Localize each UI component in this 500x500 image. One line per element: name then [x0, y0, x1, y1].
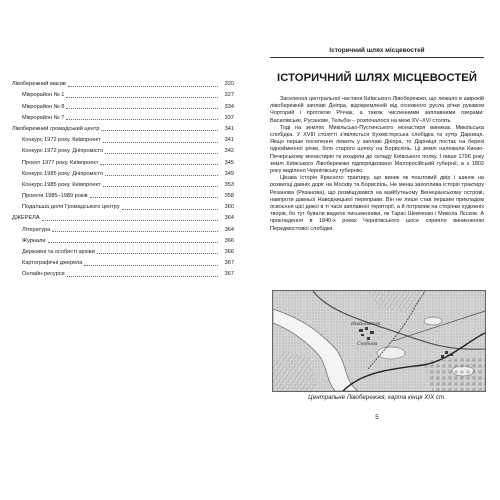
toc-entry-title: Державні та особисті архіви	[22, 249, 95, 255]
toc-entry-title: Мікрорайон № 8	[22, 103, 65, 110]
toc-entry-page: 341	[224, 137, 234, 144]
toc-entry[interactable]	[12, 77, 234, 88]
toc-leader-dots	[66, 119, 218, 120]
toc-entry-title: Журнали	[22, 237, 46, 244]
toc-leader-dots	[105, 153, 218, 154]
toc-entry-page: 358	[224, 193, 234, 200]
toc-entry-page: 349	[224, 170, 234, 177]
toc-leader-dots	[122, 209, 218, 210]
page-number: 5	[375, 414, 379, 421]
toc-entry-title: Лівобережний громадський центр	[12, 125, 100, 132]
toc-entry-page: 364	[224, 215, 234, 222]
toc-entry-page: 353	[224, 181, 234, 188]
map-label: Слобода	[357, 342, 378, 347]
toc-entry-page: 367	[224, 260, 234, 267]
toc-entry[interactable]	[12, 222, 234, 233]
toc-entry-page: 366	[224, 237, 234, 244]
toc-entry-title: Мікрорайон № 1	[22, 92, 65, 99]
toc-leader-dots	[97, 253, 218, 254]
toc-entry-title: Конкурс 1985 року. Дніпромісто	[22, 170, 104, 177]
toc-entry-page: 337	[224, 114, 234, 121]
toc-leader-dots	[67, 276, 218, 277]
toc-entry-title: Онлайн-ресурси	[22, 271, 65, 278]
toc-entry[interactable]	[12, 178, 234, 189]
toc-leader-dots	[66, 97, 218, 98]
toc-entry-title: Картографічні джерела	[22, 260, 83, 267]
toc-entry-title: Лівобережний масив	[12, 81, 66, 88]
toc-entry[interactable]	[12, 99, 234, 110]
toc-entry[interactable]	[12, 234, 234, 245]
table-of-contents	[12, 77, 234, 278]
toc-entry-page: 345	[224, 159, 234, 166]
toc-entry[interactable]	[12, 88, 234, 99]
toc-entry-page: 334	[224, 103, 234, 110]
toc-entry[interactable]	[12, 133, 234, 144]
toc-entry-title: Конкурс 1985 року. Київпроект	[22, 181, 101, 188]
toc-leader-dots	[66, 108, 218, 109]
header-rule	[270, 57, 484, 58]
toc-entry-page: 360	[224, 204, 234, 211]
toc-entry-title: Конкурс 1972 року. Київпроект	[22, 137, 101, 144]
toc-leader-dots	[103, 142, 218, 143]
toc-entry[interactable]	[12, 167, 234, 178]
toc-entry[interactable]	[12, 200, 234, 211]
toc-leader-dots	[42, 220, 218, 221]
toc-leader-dots	[90, 197, 218, 198]
toc-entry[interactable]	[12, 155, 234, 166]
toc-leader-dots	[52, 231, 218, 232]
toc-entry[interactable]	[12, 189, 234, 200]
paragraph: Заселення центральної частини Київського Лівобережжя, що лежало в широкій лівобережній заплаві Дніпра, відокремленій від основного русла річки рукавом Чорторий і протокою Річчак, а також численними заплавними озерами: Василівське, Русанове, Тельбін – розпочалося на межі XV–XVI століть.	[270, 96, 484, 124]
toc-entry[interactable]	[12, 245, 234, 256]
toc-entry-page: 342	[224, 148, 234, 155]
running-header: Історичний шлях місцевостей	[329, 47, 425, 54]
toc-entry-page: 327	[224, 92, 234, 99]
historical-map-image	[272, 290, 486, 392]
toc-entry-title: Конкурс 1972 року. Дніпромісто	[22, 148, 104, 155]
toc-entry-page: 341	[224, 125, 234, 132]
right-page	[250, 0, 500, 500]
toc-entry-title: Література	[22, 226, 51, 233]
toc-entry-title: ДЖЕРЕЛА	[12, 215, 40, 222]
toc-leader-dots	[105, 175, 218, 176]
toc-entry[interactable]	[12, 122, 234, 133]
toc-leader-dots	[103, 186, 218, 187]
toc-leader-dots	[100, 164, 218, 165]
paragraph: Тоді на землях Микільсько-Пустинського монастиря виникає Микільська слобідка. У XVIII столітті з'являється Кухмістерська слобідка та хутір Дарниця. Якщо перше поселення лежить у заплаві Дніпра, то Дарниця постає на березі однойменної річки, біля старого шляху на Бориспіль. Ці землі належали Києво-Печерському монастирю та входили до складу Київського полку. І лише 1796 року землі Київського Лівобережжя підпорядковано Малоросійській губернії, а з 1802 року виділено Чернігівську губернію.	[270, 124, 484, 175]
chapter-title: ІСТОРИЧНИЙ ШЛЯХ МІСЦЕВОСТЕЙ	[277, 72, 477, 84]
toc-entry-page: 367	[224, 271, 234, 278]
toc-entry-page: 366	[224, 249, 234, 255]
toc-entry-title: Проекти 1985–1989 років	[22, 193, 88, 200]
paragraph: Цікава історія Красного трактиру, що виник як поштовий двір і шинок на розвилці давніх доріг на Москву та Бориспіль. Не менш захоплива історія трактиру Резанова (Рязанова), що розміщувався на майбутньому Венеціанському острові, навпроти давньої Наводницької переправи. Він не лише став першим прикладом освоєння цієї дикої в ті часи заплавної території, а й потрапив на сторінки художніх творів, бо тут бували видатні письменники, як Тарас Шевченко і Микола Лєсков. А прокладення в 1840-х роках Чернігівського шосе сприяло виникненню Передмостової слобідки.	[270, 175, 484, 232]
toc-leader-dots	[84, 265, 218, 266]
toc-leader-dots	[48, 242, 218, 243]
toc-entry[interactable]	[12, 111, 234, 122]
figure-caption: Центральне Лівобережжя, карта кінця XIX ст.	[308, 394, 446, 401]
toc-entry-title: Подальша доля Громадського центру	[22, 204, 120, 211]
toc-leader-dots	[101, 130, 218, 131]
toc-entry-title: Проект 1977 року. Київпроект	[22, 159, 99, 166]
toc-entry[interactable]	[12, 144, 234, 155]
body-text	[270, 96, 484, 233]
toc-entry-page: 364	[224, 226, 234, 233]
toc-entry-page: 320	[224, 81, 234, 88]
toc-entry[interactable]	[12, 211, 234, 222]
map-label: Никольская	[351, 322, 380, 327]
toc-entry[interactable]	[12, 267, 234, 278]
toc-entry-title: Мікрорайон № 7	[22, 114, 65, 121]
toc-entry[interactable]	[12, 256, 234, 267]
toc-leader-dots	[68, 86, 218, 87]
